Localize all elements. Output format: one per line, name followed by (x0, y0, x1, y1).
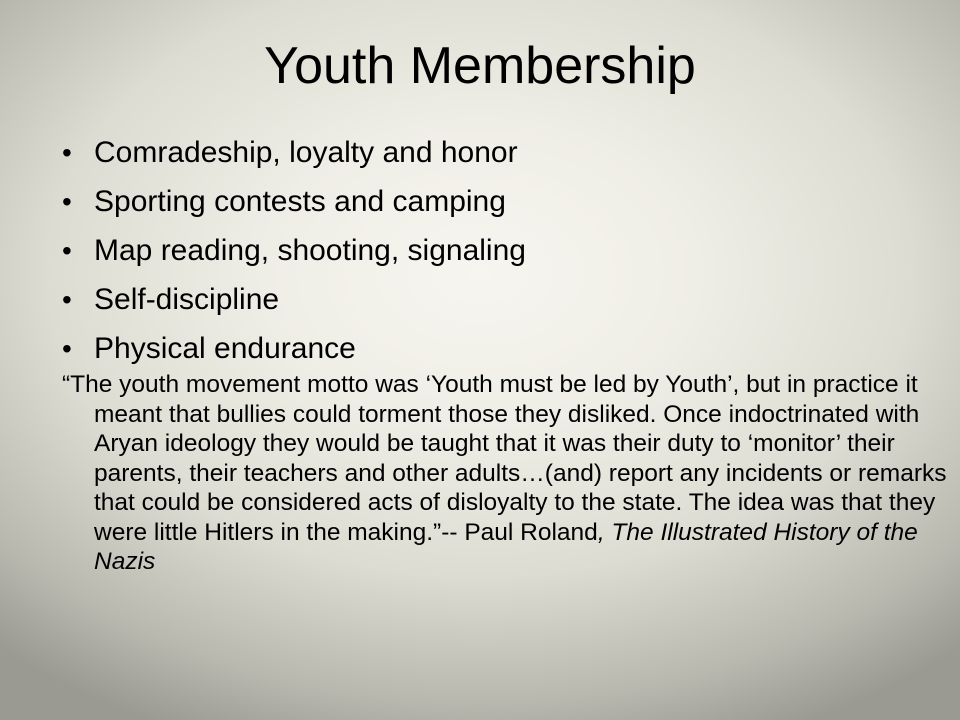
quote-text: “The youth movement motto was ‘Youth must be led by Youth’, but in practice it meant that bullies could torment those they disliked. Once indoctrinated with Aryan ideology they would be taught that it was their duty to ‘monitor’ their parents, their teachers and other adults…(and) report any incidents or remarks that could be considered acts of disloyalty to the state. The idea was that they were little Hitlers in the making.”-- Paul Roland (62, 371, 947, 546)
bullet-item (62, 177, 922, 226)
bullet-item (62, 226, 922, 275)
bullet-icon: • (62, 284, 72, 315)
bullet-text: Sporting contests and camping (94, 185, 506, 218)
bullet-icon: • (62, 235, 72, 266)
bullet-text: Self-discipline (94, 283, 280, 316)
slide-title: Youth Membership (264, 37, 696, 95)
bullet-item (62, 128, 922, 177)
quote-paragraph (62, 370, 952, 577)
bullet-icon: • (62, 333, 72, 364)
bullet-list (62, 128, 922, 373)
bullet-item (62, 324, 922, 373)
bullet-icon: • (62, 186, 72, 217)
bullet-text: Physical endurance (94, 332, 356, 365)
bullet-item (62, 275, 922, 324)
quote-citation: , The Illustrated History of the Nazis (94, 518, 918, 575)
bullet-text: Map reading, shooting, signaling (94, 234, 526, 267)
bullet-text: Comradeship, loyalty and honor (94, 136, 518, 169)
bullet-icon: • (62, 137, 72, 168)
